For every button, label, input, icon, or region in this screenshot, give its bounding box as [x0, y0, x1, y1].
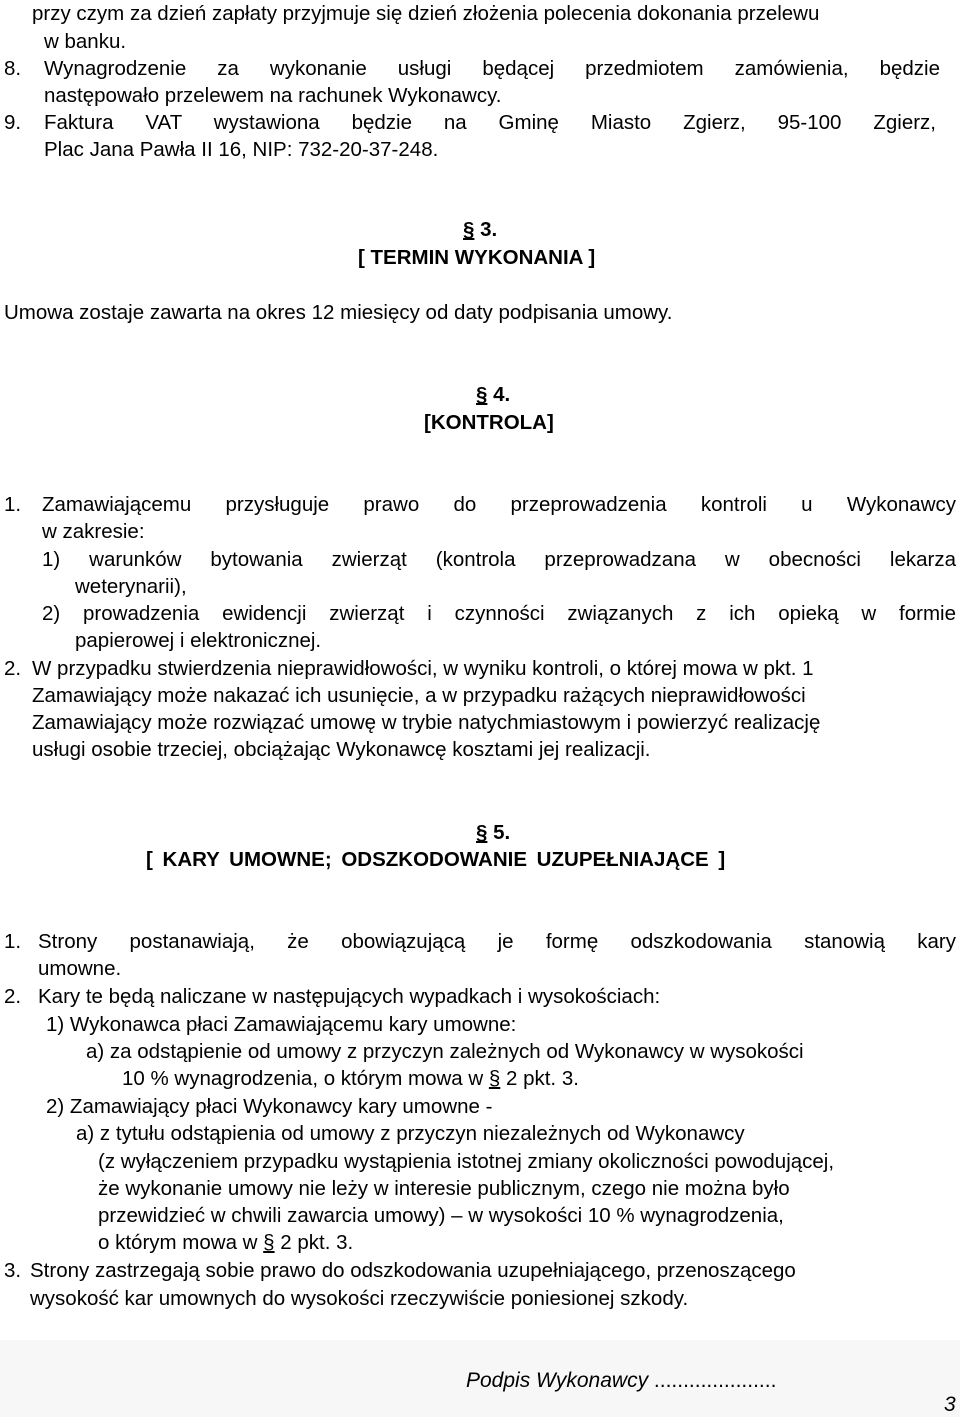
paragraph-line: Strony postanawiają, że obowiązującą je formę odszkodowania stanowią kary: [38, 930, 956, 953]
text-segment: o którym mowa w: [98, 1231, 264, 1254]
section-heading-number: [476, 383, 510, 407]
paragraph-line: umowne.: [38, 957, 122, 980]
section-symbol: §: [476, 821, 488, 844]
paragraph-line: weterynarii),: [75, 575, 187, 598]
text-segment: 10 % wynagrodzenia, o którym mowa w: [122, 1067, 489, 1090]
paragraph-line: W przypadku stwierdzenia nieprawidłowości, w wyniku kontroli, o której mowa w pkt. 1: [32, 657, 814, 680]
section-symbol: §: [263, 1231, 275, 1254]
section-number: 5.: [493, 821, 511, 844]
paragraph-line: 1) warunków bytowania zwierząt (kontrola przeprowadzana w obecności lekarza: [42, 548, 956, 571]
list-number: 2.: [4, 657, 22, 680]
paragraph-line: Faktura VAT wystawiona będzie na Gminę Miasto Zgierz, 95-100 Zgierz,: [44, 111, 936, 134]
paragraph-line: przewidzieć w chwili zawarcia umowy) – w wysokości 10 % wynagrodzenia,: [98, 1204, 784, 1227]
page-number: 3: [944, 1393, 956, 1416]
section-title: [KONTROLA]: [424, 411, 554, 434]
paragraph-line: Zamawiający może nakazać ich usunięcie, a w przypadku rażących nieprawidłowości: [32, 684, 806, 707]
paragraph-line: w banku.: [44, 30, 127, 53]
list-number: 1.: [4, 493, 22, 516]
paragraph-line: a) za odstąpienie od umowy z przyczyn zależnych od Wykonawcy w wysokości: [86, 1040, 804, 1063]
paragraph-line: Kary te będą naliczane w następujących wypadkach i wysokościach:: [38, 985, 661, 1008]
paragraph-line: [98, 1231, 353, 1255]
paragraph-line: 2) prowadzenia ewidencji zwierząt i czynności związanych z ich opieką w formie: [42, 602, 956, 625]
text-segment: 2 pkt. 3.: [274, 1231, 354, 1254]
paragraph-line: usługi osobie trzeciej, obciążając Wykonawcę kosztami jej realizacji.: [32, 738, 651, 761]
section-heading-number: [476, 821, 510, 845]
list-number: 2.: [4, 985, 22, 1008]
list-number: 3.: [4, 1259, 22, 1282]
paragraph-line: papierowej i elektronicznej.: [75, 629, 322, 652]
section-number: 4.: [493, 383, 511, 406]
signature-line: [466, 1368, 776, 1394]
paragraph-line: 2) Zamawiający płaci Wykonawcy kary umowne -: [46, 1095, 493, 1118]
section-title: [ TERMIN WYKONANIA ]: [358, 246, 596, 269]
paragraph-line: następowało przelewem na rachunek Wykonawcy.: [44, 84, 502, 107]
paragraph-line: [122, 1067, 579, 1091]
paragraph-line: (z wyłączeniem przypadku wystąpienia istotnej zmiany okoliczności powodującej,: [98, 1150, 835, 1173]
section-symbol: §: [488, 1067, 501, 1090]
paragraph-line: że wykonanie umowy nie leży w interesie publicznym, czego nie można było: [98, 1177, 790, 1200]
paragraph-line: 1) Wykonawca płaci Zamawiającemu kary umowne:: [46, 1013, 517, 1036]
paragraph-line: Zamawiający może rozwiązać umowę w trybie natychmiastowym i powierzyć realizację: [32, 711, 821, 734]
signature-label: Podpis Wykonawcy: [466, 1369, 654, 1392]
list-number: 9.: [4, 111, 22, 134]
text-segment: 2 pkt. 3.: [500, 1067, 579, 1090]
paragraph-line: wysokość kar umownych do wysokości rzeczywiście poniesionej szkody.: [30, 1287, 689, 1310]
list-number: 1.: [4, 930, 22, 953]
section-title: [ KARY UMOWNE; ODSZKODOWANIE UZUPEŁNIAJĄCE ]: [146, 848, 726, 871]
section-symbol: §: [463, 218, 475, 241]
section-heading-number: [463, 218, 497, 242]
paragraph-line: Plac Jana Pawła II 16, NIP: 732-20-37-248.: [44, 138, 439, 161]
paragraph-line: Zamawiającemu przysługuje prawo do przeprowadzenia kontroli u Wykonawcy: [42, 493, 956, 516]
signature-dots: .....................: [653, 1369, 777, 1392]
paragraph-line: a) z tytułu odstąpienia od umowy z przyczyn niezależnych od Wykonawcy: [76, 1122, 745, 1145]
section-symbol: §: [476, 383, 488, 406]
paragraph-line: przy czym za dzień zapłaty przyjmuje się dzień złożenia polecenia dokonania przelewu: [32, 2, 820, 25]
paragraph-line: Wynagrodzenie za wykonanie usługi będącej przedmiotem zamówienia, będzie: [44, 57, 940, 80]
paragraph-line: Strony zastrzegają sobie prawo do odszkodowania uzupełniającego, przenoszącego: [30, 1259, 796, 1282]
paragraph-line: Umowa zostaje zawarta na okres 12 miesięcy od daty podpisania umowy.: [4, 301, 673, 324]
section-number: 3.: [480, 218, 498, 241]
list-number: 8.: [4, 57, 22, 80]
paragraph-line: w zakresie:: [42, 520, 145, 543]
